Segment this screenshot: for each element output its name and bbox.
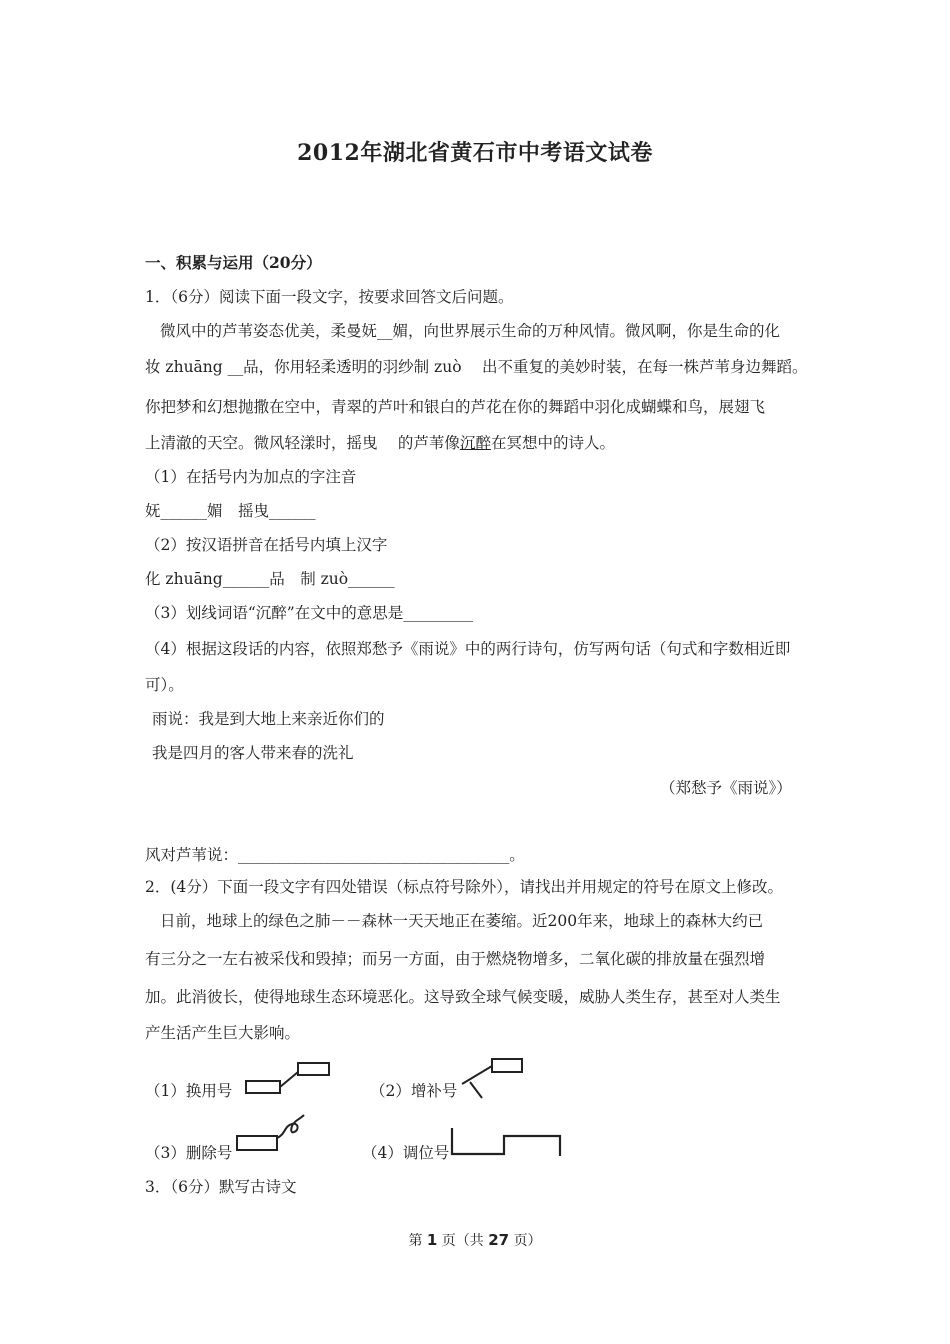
page-title: 2012年湖北省黄石市中考语文试卷: [297, 140, 653, 166]
insert-mark-icon: [456, 1056, 532, 1102]
q2-passage-line-1: 日前，地球上的绿色之肺－－森林一天天地正在萎缩。近200年来，地球上的森林大约已: [160, 912, 764, 930]
transpose-mark-icon: [448, 1126, 566, 1160]
poem-line-1: 雨说：我是到大地上来亲近你们的: [152, 710, 385, 728]
q1-passage-line-3: 你把梦和幻想抛撒在空中，青翠的芦叶和银白的芦花在你的舞蹈中羽化成蝴蝶和鸟，展翅飞: [145, 398, 766, 416]
poem-source: （郑愁予《雨说》）: [660, 779, 792, 797]
q1-sub1-answer: 妩______媚 摇曳______: [145, 502, 316, 520]
q2-passage-line-4: 产生活产生巨大影响。: [145, 1024, 301, 1042]
q1-sub4-line-1: （4）根据这段话的内容，依照郑愁予《雨说》中的两行诗句，仿写两句话（句式和字数相近即: [145, 640, 791, 658]
mark-label-replace: （1）换用号: [145, 1082, 233, 1100]
question-3-stem: 3．（6分）默写古诗文: [145, 1178, 297, 1196]
footer-mid: 页（共: [441, 1233, 484, 1249]
q1-passage-line-2: 妆 zhuāng __品，你用轻柔透明的羽纱制 zuò 出不重复的美妙时装，在每一株芦苇身边舞蹈。: [145, 358, 808, 376]
q1-sub4-line-2: 可）。: [145, 676, 184, 694]
delete-mark-icon: [234, 1112, 314, 1162]
q2-passage-line-2: 有三分之一左右被采伐和毁掉；而另一方面，由于燃烧物增多，二氧化碳的排放量在强烈增: [145, 950, 766, 968]
q1-sub1: （1）在括号内为加点的字注音: [145, 468, 357, 486]
q1-passage-line-4-text: 上清澈的天空。微风轻漾时，摇曳 的芦苇像: [145, 434, 460, 452]
total-pages: 27: [488, 1231, 510, 1249]
q1-passage-line-1: 微风中的芦苇姿态优美，柔曼妩__媚，向世界展示生命的万种风情。微风啊，你是生命的化: [160, 322, 781, 340]
underlined-word: 沉醉: [459, 434, 491, 452]
q2-passage-line-3: 加。此消彼长，使得地球生态环境恶化。这导致全球气候变暖，威胁人类生存，甚至对人类生: [145, 988, 781, 1006]
q1-passage-line-4: [145, 432, 615, 454]
q1-passage-line-4-tail: 在冥想中的诗人。: [490, 434, 615, 452]
q1-sub3: （3）划线词语“沉醉”在文中的意思是_________: [145, 604, 473, 622]
question-1-stem: 1．（6分）阅读下面一段文字，按要求回答文后问题。: [145, 288, 514, 306]
replace-mark-icon: [244, 1060, 334, 1100]
current-page-number: 1: [426, 1231, 438, 1249]
poem-line-2: 我是四月的客人带来春的洗礼: [152, 744, 354, 762]
footer-prefix: 第: [408, 1233, 423, 1249]
mark-label-delete: （3）删除号: [145, 1144, 233, 1162]
q1-sub2: （2）按汉语拼音在括号内填上汉字: [145, 536, 388, 554]
mark-label-insert: （2）增补号: [370, 1082, 458, 1100]
q1-wind-answer: 风对芦苇说：___________________________________。: [145, 846, 525, 864]
section-heading: 一、积累与运用（20分）: [145, 253, 322, 272]
q1-sub2-answer: 化 zhuāng______品 制 zuò______: [145, 570, 395, 588]
mark-label-transpose: （4）调位号: [362, 1144, 450, 1162]
question-2-stem: 2．(4分）下面一段文字有四处错误（标点符号除外），请找出并用规定的符号在原文上修改。: [145, 878, 784, 896]
page-footer: [0, 1230, 950, 1250]
footer-suffix: 页）: [513, 1233, 542, 1249]
